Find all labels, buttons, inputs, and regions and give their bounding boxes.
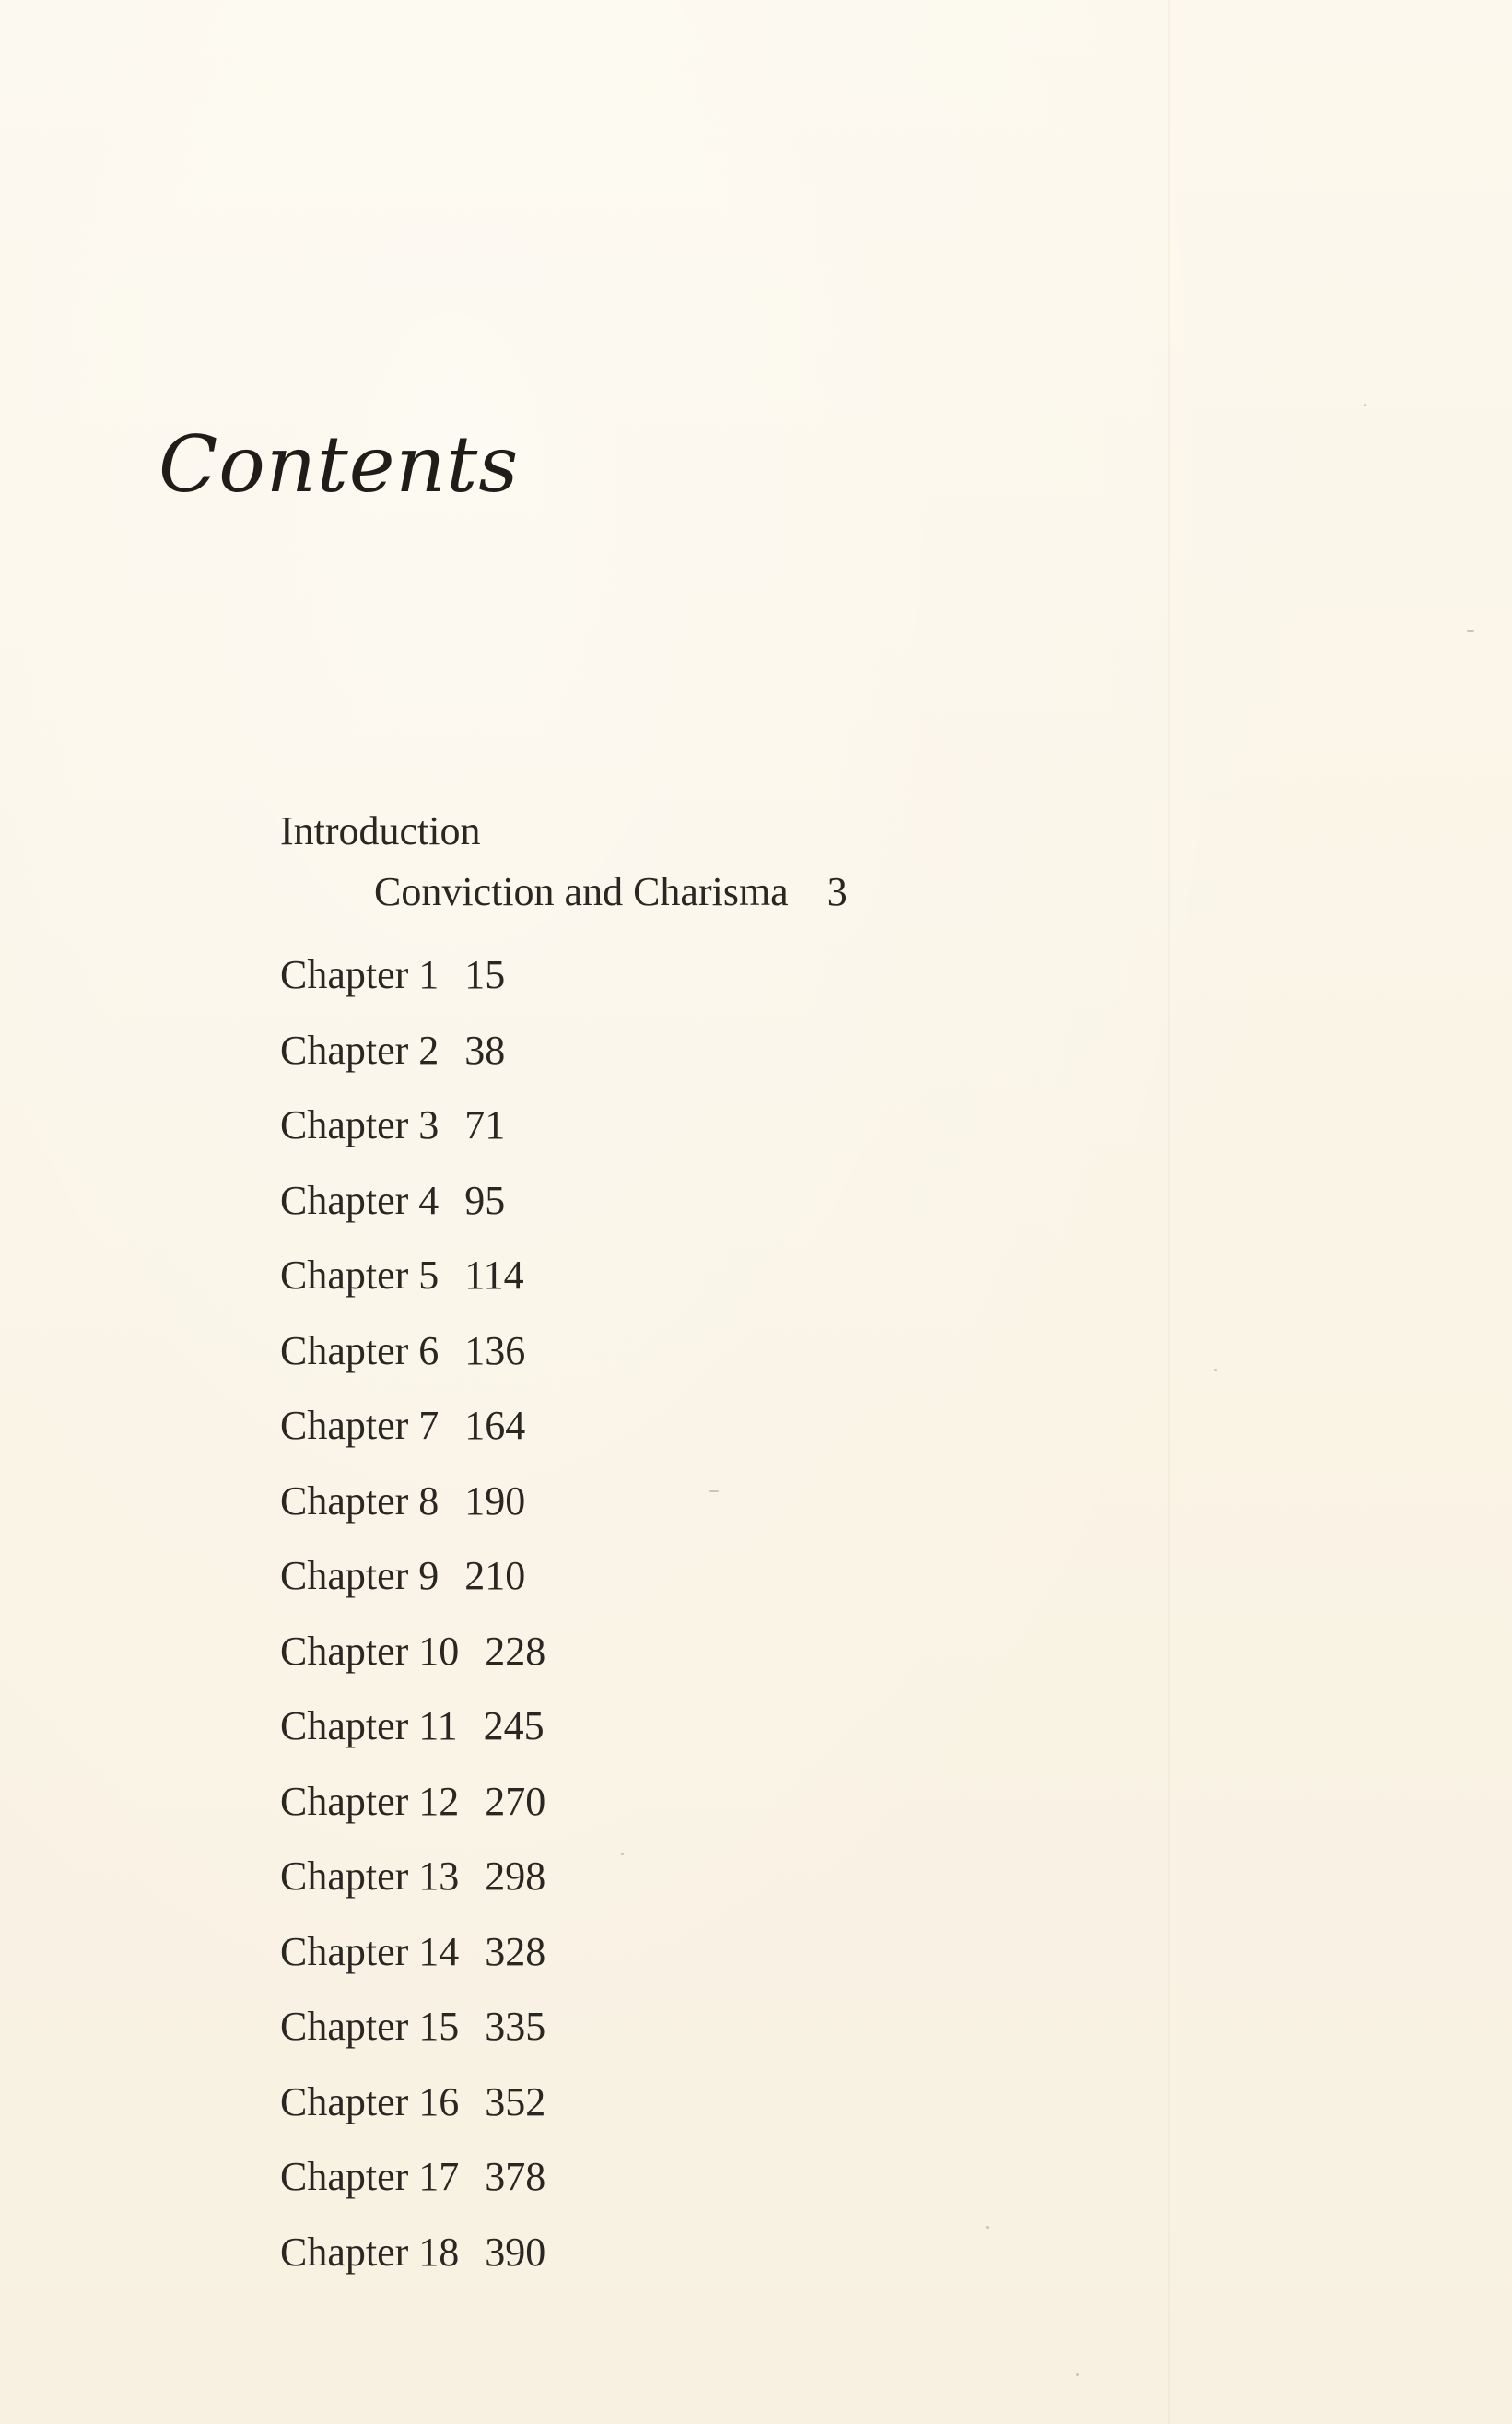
paper-speck [1467,630,1474,632]
chapter-label: Chapter 12 [280,1778,460,1824]
chapter-entry[interactable] [280,1255,545,1331]
chapter-entry[interactable] [280,1853,546,1932]
chapter-entry[interactable] [280,1778,546,1857]
chapter-label: Chapter 3 [280,1102,440,1147]
chapter-label: Chapter 6 [280,1327,440,1373]
chapter-label: Chapter 10 [280,1628,460,1674]
chapter-entry[interactable] [280,1177,545,1256]
introduction-heading: Introduction [280,808,481,853]
chapter-label: Chapter 17 [280,2154,460,2199]
paper-speck [621,1853,624,1855]
chapter-page-number: 38 [464,1027,506,1073]
paper-speck [1076,2373,1079,2376]
chapter-page-number: 114 [464,1253,524,1298]
introduction-page-number: 3 [826,869,848,914]
chapter-label: Chapter 9 [280,1553,440,1598]
chapter-label: Chapter 5 [280,1253,440,1298]
chapter-page-number: 352 [485,2078,546,2124]
chapter-entry[interactable] [280,952,545,1030]
chapter-list [280,952,546,2307]
chapter-label: Chapter 1 [280,952,440,997]
chapter-entry[interactable] [280,2078,546,2158]
paper-speck [986,2226,989,2229]
chapter-label: Chapter 16 [280,2078,460,2124]
chapter-label: Chapter 2 [280,1027,440,1073]
page-crease [1168,0,1170,2424]
paper-speck [709,1490,719,1492]
chapter-entry[interactable] [280,1928,546,2007]
paper-speck [1364,404,1366,406]
chapter-page-number: 210 [464,1553,526,1598]
chapter-label: Chapter 18 [280,2229,460,2275]
chapter-page-number: 15 [464,952,506,997]
chapter-page-number: 164 [464,1403,526,1448]
chapter-page-number: 71 [464,1102,506,1147]
chapter-label: Chapter 11 [280,1703,458,1748]
chapter-entry[interactable] [280,1553,545,1631]
chapter-page-number: 378 [485,2154,546,2199]
chapter-entry[interactable] [280,1477,545,1557]
chapter-label: Chapter 7 [280,1403,440,1448]
chapter-entry[interactable] [280,2229,546,2308]
chapter-entry[interactable] [280,2154,546,2232]
chapter-entry[interactable] [280,2006,545,2082]
chapter-page-number: 335 [485,2004,546,2049]
chapter-label: Chapter 4 [280,1177,440,1223]
chapter-page-number: 228 [485,1628,546,1674]
chapter-entry[interactable] [280,1327,545,1406]
chapter-page-number: 136 [464,1327,526,1373]
chapter-page-number: 190 [464,1477,526,1524]
page-title: Contents [158,419,520,510]
chapter-entry[interactable] [280,1027,545,1106]
chapter-entry[interactable] [280,1403,545,1481]
chapter-label: Chapter 15 [280,2004,460,2049]
chapter-label: Chapter 8 [280,1477,440,1524]
chapter-page-number: 270 [485,1778,546,1824]
chapter-entry[interactable] [280,1703,545,1782]
paper-speck [1214,1369,1217,1371]
chapter-entry[interactable] [280,1628,546,1707]
chapter-page-number: 95 [464,1177,506,1223]
chapter-label: Chapter 13 [280,1853,460,1899]
chapter-page-number: 245 [483,1703,545,1748]
chapter-label: Chapter 14 [280,1928,460,1974]
introduction-subtitle: Conviction and Charisma [374,869,789,914]
introduction-entry[interactable] [374,869,848,914]
chapter-page-number: 328 [485,1928,546,1974]
chapter-page-number: 390 [485,2229,546,2275]
chapter-page-number: 298 [485,1853,546,1899]
chapter-entry[interactable] [280,1102,545,1181]
